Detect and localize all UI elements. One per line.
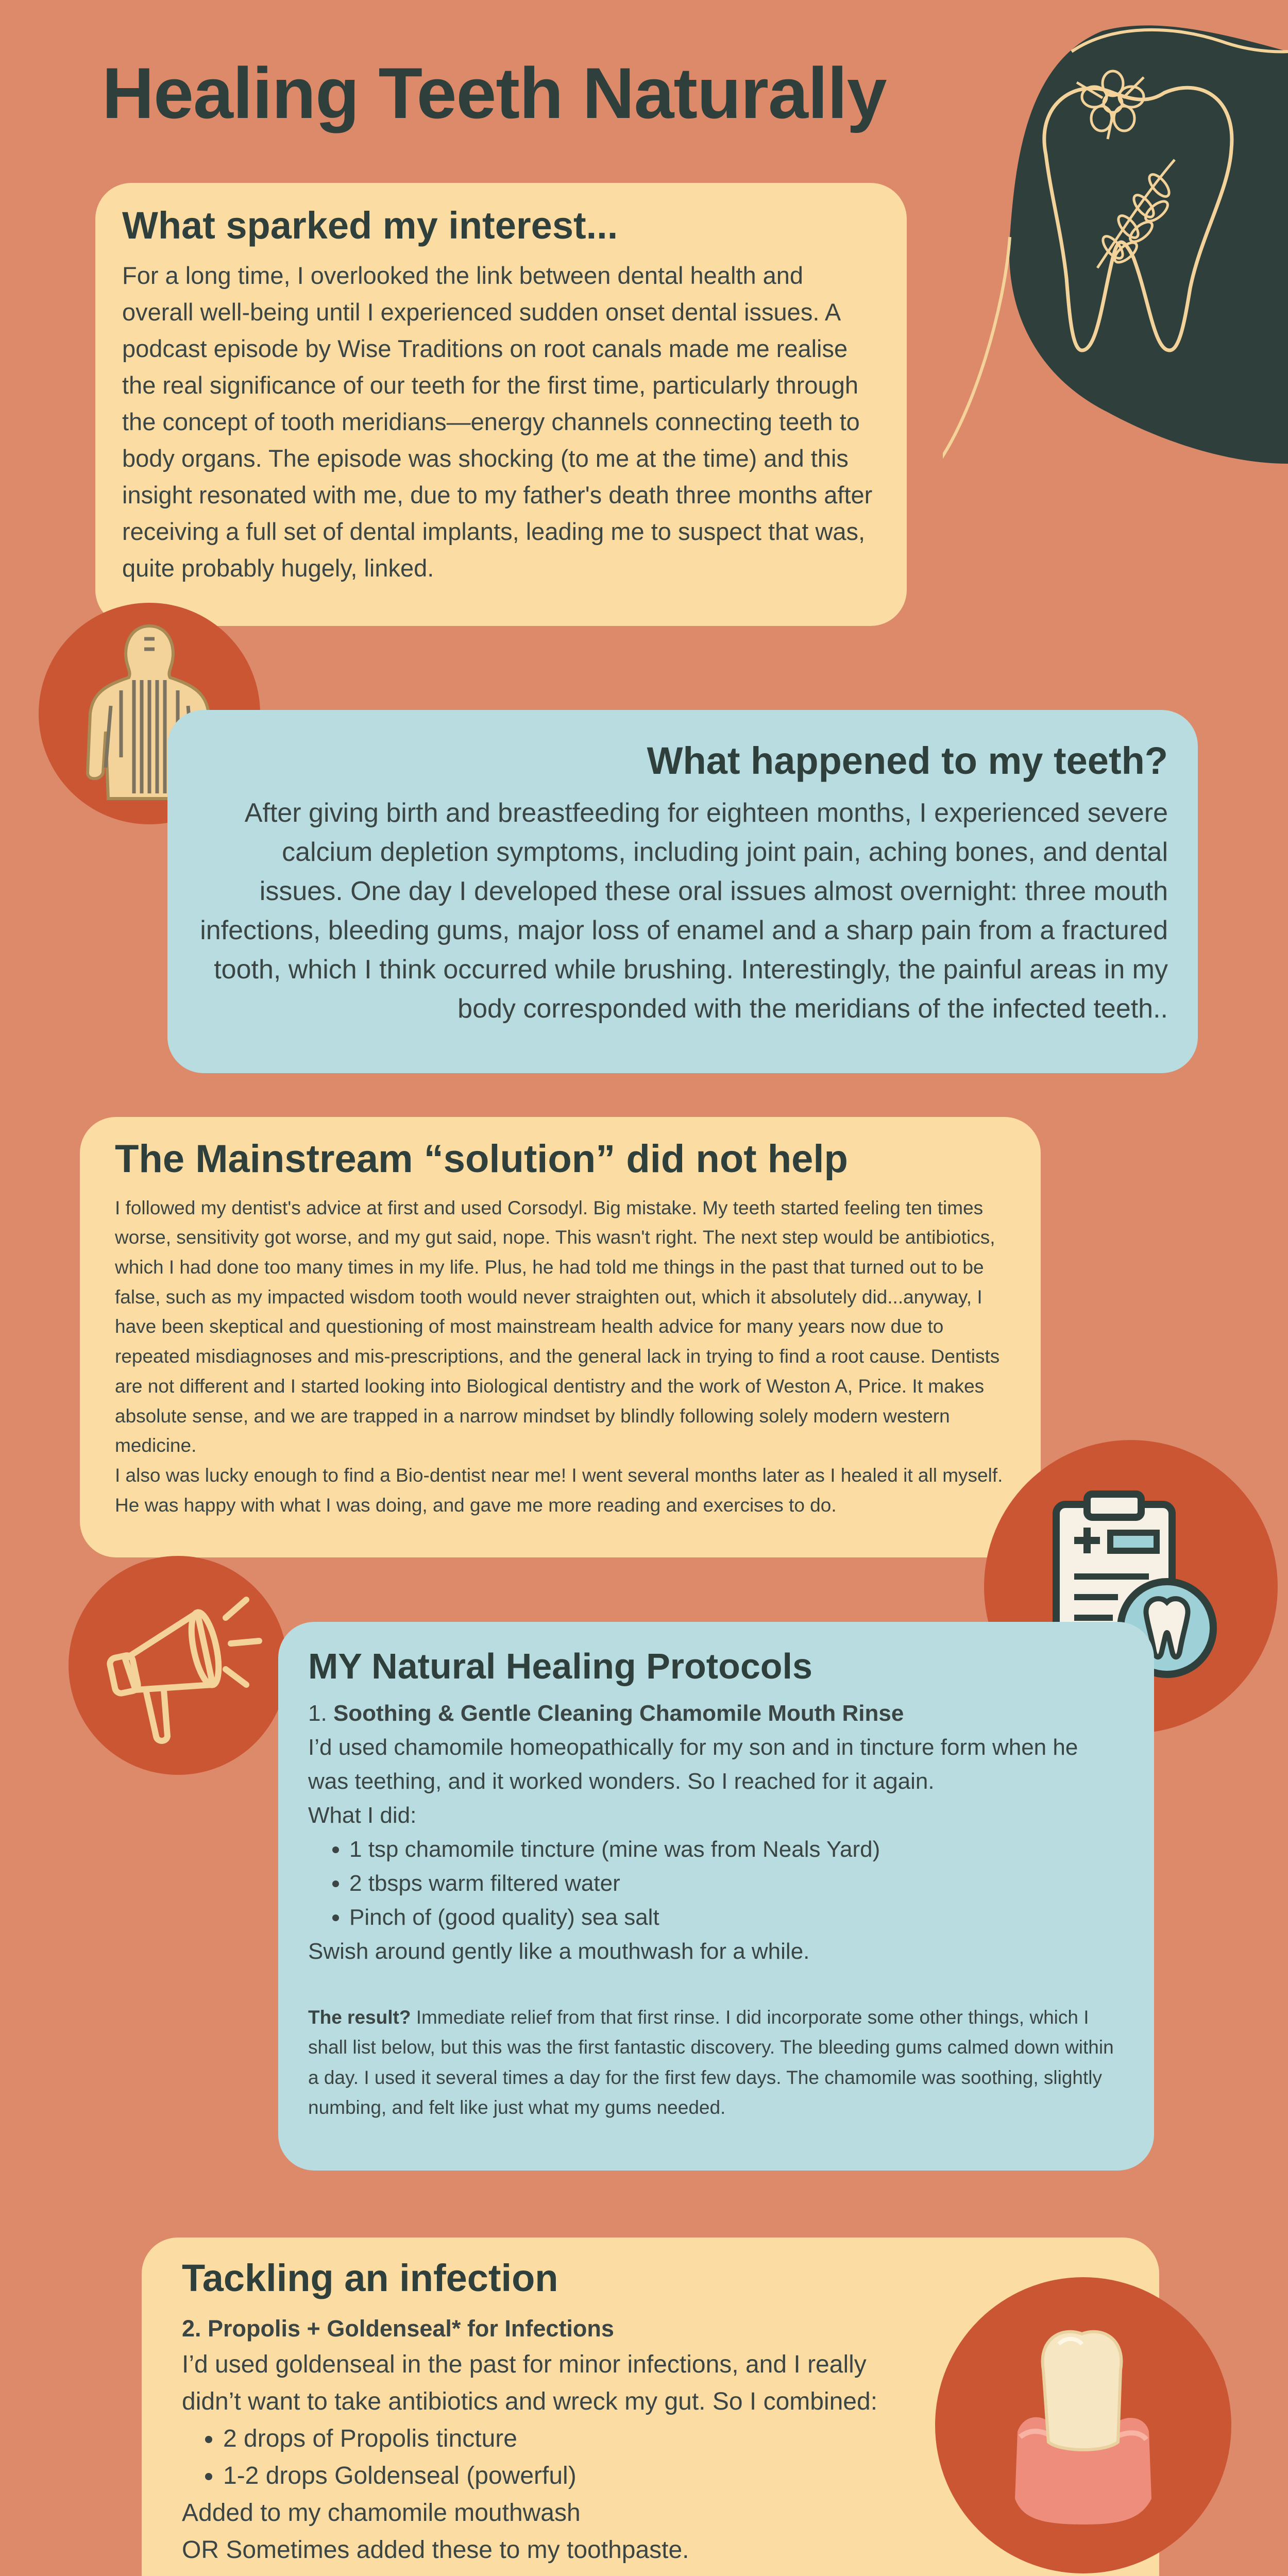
list-item: • 2 drops of Propolis tincture (223, 2420, 913, 2458)
list-item: • 2 tbsps warm filtered water (349, 1867, 1123, 1901)
section-heading: MY Natural Healing Protocols (308, 1646, 812, 1686)
decorative-outline-curve (943, 21, 1288, 464)
result-label: The result? (308, 2007, 411, 2028)
section-healing-protocols (278, 1622, 1154, 2171)
megaphone-circle (69, 1556, 287, 1775)
section-what-sparked (95, 183, 907, 626)
ingredient-list (182, 2420, 913, 2495)
what-i-did-label: What I did: (308, 1803, 417, 1828)
protocol-line: OR Sometimes added these to my toothpaste. (182, 2536, 689, 2564)
protocol-item-title: 2. Propolis + Goldenseal* for Infections (182, 2315, 614, 2342)
megaphone-icon (69, 1556, 287, 1775)
section-heading: What happened to my teeth? (647, 739, 1168, 782)
section-what-happened (167, 710, 1198, 1073)
list-item: • 1 tsp chamomile tincture (mine was from Neals Yard) (349, 1833, 1123, 1867)
protocol-intro: I’d used chamomile homeopathically for my son and in tincture form when he was teething, and it worked wonders. So I reached for it again. (308, 1735, 1078, 1794)
section-body: For a long time, I overlooked the link between dental health and overall well-being until I experienced sudden onset dental issues. A podcast episode by Wise Traditions on root canals made me realise the real significance of our teeth for the first time, particularly through the concept of tooth meridians—energy channels connecting teeth to body organs. The episode was shocking (to me at the time) and this insight resonated with me, due to my father's death three months after receiving a full set of dental implants, leading me to suspect that was, quite probably hugely, linked. (122, 262, 873, 582)
item-number: 1. (308, 1701, 327, 1726)
ingredient-list (308, 1833, 1123, 1935)
result-text: Immediate relief from that first rinse. I did incorporate some other things, which I shall list below, but this was the first fantastic discovery. The bleeding gums calmed down within a day. I used it several times a day for the first few days. The chamomile was soothing, slightly numbing, and felt like just what my gums needed. (308, 2007, 1114, 2119)
protocol-line: Added to my chamomile mouthwash (182, 2499, 581, 2527)
section-heading: Tackling an infection (182, 2257, 558, 2299)
protocol-item-title (308, 1697, 1123, 1731)
page-title: Healing Teeth Naturally (102, 53, 887, 133)
section-mainstream-solution (80, 1117, 1041, 1557)
tooth-gum-circle (935, 2277, 1231, 2573)
section-heading: What sparked my interest... (122, 204, 618, 247)
tooth-gum-icon (935, 2277, 1231, 2573)
list-item: • Pinch of (good quality) sea salt (349, 1901, 1123, 1935)
list-item: • 1-2 drops Goldenseal (powerful) (223, 2458, 913, 2495)
protocol-intro: I’d used goldenseal in the past for minor infections, and I really didn’t want to take antibiotics and wreck my gut. So I combined: (182, 2350, 878, 2415)
protocol-result (308, 2003, 1123, 2123)
section-body: I followed my dentist's advice at first and used Corsodyl. Big mistake. My teeth started feeling ten times worse, sensitivity got worse, and my gut said, nope. This wasn't right. The next step would be antibiotics, which I had done too many times in my life. Plus, he had told me things in the past that turned out to be false, such as my impacted wisdom tooth would never straighten out, which it absolutely did...anyway, I have been skeptical and questioning of most mainstream health advice for many years now due to repeated misdiagnoses and mis-prescriptions, and the general lack in trying to find a root cause. Dentists are not different and I started looking into Biological dentistry and the work of Weston A, Price. It makes absolute sense, and we are trapped in a narrow mindset by blindly following solely modern western medicine. (115, 1197, 1000, 1456)
infection-text (182, 2311, 913, 2576)
item-title: Soothing & Gentle Cleaning Chamomile Mouth Rinse (333, 1701, 904, 1726)
section-body: I also was lucky enough to find a Bio-dentist near me! I went several months later as I healed it all myself. He was happy with what I was doing, and gave me more reading and exercises to do. (115, 1465, 1003, 1516)
section-heading: The Mainstream “solution” did not help (115, 1137, 848, 1181)
protocol-instruction: Swish around gently like a mouthwash for a while. (308, 1939, 810, 1964)
section-body: After giving birth and breastfeeding for eighteen months, I experienced severe calcium depletion symptoms, including joint pain, aching bones, and dental issues. One day I developed these oral issues almost overnight: three mouth infections, bleeding gums, major loss of enamel and a sharp pain from a fractured tooth, which I think occurred while brushing. Interestingly, the painful areas in my body corresponded with the meridians of the infected teeth.. (200, 798, 1168, 1024)
